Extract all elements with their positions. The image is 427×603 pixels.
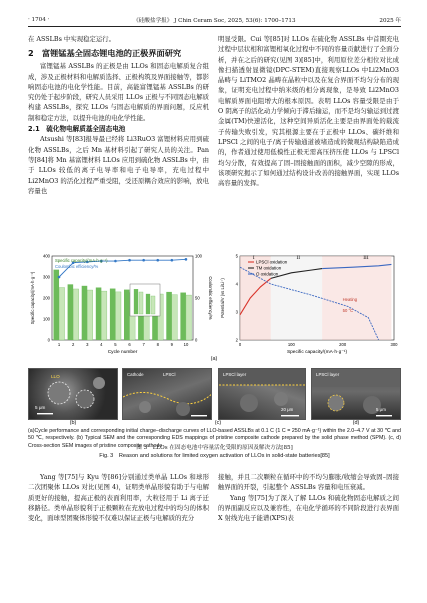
paragraph: Atsushi 等[83]报导最已经将 Li3RuO3 富锂材料应用到硫化物 ASSLBs，之后 Mn 基材料引起了研究人员的关注。Pan 等[84]将 Mn 基富锂材料 LLOs 应用到硫化物 ASSLBs 中，由于 LLOs 较低的离子电导率和电子电导率，充电过程中 Li2MnO3 的活化过程严重受阻，受还原耦合效应的影响，放电容量也 bbox=[28, 135, 209, 195]
inset-bar bbox=[151, 296, 155, 314]
panel-label-b: (b) bbox=[69, 420, 77, 426]
phase-tag: Cathode bbox=[127, 372, 144, 377]
page-number: · 1704 · bbox=[28, 17, 50, 23]
legend-entry: TM oxidation bbox=[256, 265, 282, 271]
y2-axis-label: Coulombic efficiency/% bbox=[208, 276, 213, 320]
y-axis-label: Specific capacity/(mA·h·g⁻¹) bbox=[30, 271, 35, 325]
y-tick-label: 3 bbox=[235, 309, 238, 315]
y-tick-label: 100 bbox=[43, 316, 50, 322]
paragraph: 富锂锰基 ASSLBs 的正极是由 LLOs 和固态电解质复合组成，涉及正极材料和电解质选择、正极构筑及界面接触等，都影响固态电池的电化学性能。目前，高能富锂锰基 ASSLBs 的研究仍处于起步阶段，研究人员采用 LLOs 正极与不同固态电解质构建 ASSLBs，探究 LLOs 与固态电解质的界面问题，反应机制和稳定方法，以提升电池的电化学性能。 bbox=[28, 62, 209, 122]
sem-image-c2 bbox=[218, 368, 306, 420]
efficiency-point bbox=[142, 259, 145, 262]
bar-charge bbox=[96, 288, 102, 341]
charge-curve-chart bbox=[218, 248, 401, 358]
x-tick-label: 4 bbox=[100, 342, 103, 347]
y-tick-label: 2 bbox=[235, 337, 238, 343]
sem-image-c bbox=[122, 368, 212, 420]
efficiency-point bbox=[156, 259, 159, 262]
region-label: II bbox=[296, 255, 301, 261]
figure-caption-chinese: 图 3 LLOs 在固态电池中容量活化受限的原因及解决方法[85] bbox=[136, 445, 293, 451]
y-tick-label: 0 bbox=[47, 337, 50, 343]
bar-charge bbox=[124, 290, 130, 340]
x-tick-label: 0 bbox=[238, 342, 242, 347]
y-tick-label: 200 bbox=[43, 295, 50, 301]
journal-citation: 《硅酸盐学报》 J Chin Ceram Soc, 2025, 53(6): 1700–1713 bbox=[133, 18, 296, 24]
bar-discharge bbox=[172, 295, 178, 340]
year: 2025 年 bbox=[379, 18, 401, 24]
legend-entry: O oxidation bbox=[256, 271, 279, 277]
x-tick-label: 200 bbox=[339, 342, 347, 347]
x-tick-label: 8 bbox=[156, 342, 159, 347]
legend-entry: LPSCl oxidation bbox=[256, 259, 288, 265]
y2-tick-label: 0 bbox=[195, 337, 198, 343]
bar-discharge bbox=[73, 289, 79, 340]
panel-label-d: (d) bbox=[352, 420, 360, 426]
bar-discharge bbox=[186, 295, 192, 340]
bar-discharge bbox=[115, 292, 121, 340]
header-rule bbox=[28, 26, 401, 27]
efficiency-point bbox=[58, 276, 61, 279]
x-tick-label: 9 bbox=[170, 342, 174, 347]
section-title: 2 富锂锰基全固态锂电池的正极界面研究 bbox=[28, 48, 182, 59]
legend-entry: Coulombic efficiency/% bbox=[55, 264, 99, 269]
legend-entry: Specific capacity/(mA·h·g⁻¹) bbox=[55, 258, 108, 263]
x-tick-label: 2 bbox=[71, 342, 75, 347]
bar-discharge bbox=[87, 290, 93, 340]
phase-tag: LPSCl layer bbox=[223, 372, 247, 377]
efficiency-point bbox=[171, 259, 174, 262]
subsection-title: 2.1 硫化物电解质基全固态电池 bbox=[28, 125, 126, 134]
region-label: III bbox=[363, 255, 369, 261]
efficiency-point bbox=[185, 258, 188, 261]
temperature-label: 50 °C bbox=[342, 308, 354, 313]
y-axis-label: Potential/V (vs Li/Li⁺) bbox=[220, 278, 225, 318]
x-tick-label: 5 bbox=[114, 342, 117, 347]
paragraph: 接触，并且二次颗粒在循环中的不均匀膨胀/收缩会导致固–固接触界面的开裂，引起整个 ASSLBs 容量和电压衰减。 bbox=[218, 473, 399, 492]
efficiency-point bbox=[114, 260, 117, 263]
x-axis-label: Cycle number bbox=[107, 350, 138, 355]
bar-discharge bbox=[59, 288, 65, 341]
bottom-right-column bbox=[218, 472, 399, 523]
bar-charge bbox=[180, 293, 186, 340]
x-tick-label: 300 bbox=[390, 342, 398, 347]
left-column bbox=[28, 34, 209, 196]
inset-bar bbox=[134, 289, 138, 314]
phase-tag: LLO bbox=[51, 374, 60, 379]
sem-texture bbox=[29, 369, 118, 420]
sem-image-d bbox=[311, 368, 401, 420]
paragraph: 明显受限。Cui 等[85]对 LLOs 在硫化物 ASSLBs 中首圈充电过程中层状相和富锂相氧化过程中不同的容量贡献进行了全面分析，并在之后的研究(见图 3)[85]中，利用原位差分相位对比成像扫描透射显微镜(DPC-STEM)直接观察LLOs 中Li2MnO3 晶畴与 LiTMO2 晶畴在晶粒中以及在复合界面不均匀分布的现象，证明充电过程中纳米级的相分离现象，是导致 Li2MnO3 电解质界面电阻增大的根本原因。表明 LLOs 容量受限是由于 O 阴离子的活化动力学倾向于滞后输运，而不是均匀输运到过渡金属(TM)快速活化，这种空间异质活化主要是由界面处的载流子传输失败引发，究其根源主要在于正极中 LLOs、碳纤维和 LPSCl 之间的电子/离子传输通道被堵造成的微观结构缺陷造成的，作者通过使用低模性正极无需高压挤压使 LLOs 与 LPSCl 均匀分散，有效提高了固–固接触面的面积，减少空隙的形成，该项研究揭示了如何通过结构设计改善的接触界面，实现 LLOs 高容量的发挥。 bbox=[218, 35, 399, 188]
x-tick-label: 100 bbox=[287, 342, 295, 347]
bar-charge bbox=[54, 270, 60, 340]
y2-tick-label: 50 bbox=[195, 295, 200, 301]
scale-label: 5 μm bbox=[376, 407, 386, 412]
sem-image-b bbox=[28, 368, 118, 420]
panel-label-a: (a) bbox=[210, 356, 218, 362]
heating-label: Heating bbox=[342, 296, 358, 302]
x-tick-label: 3 bbox=[86, 342, 89, 347]
x-tick-label: 1 bbox=[57, 342, 61, 347]
inset-bar bbox=[139, 292, 143, 314]
inset-bar bbox=[146, 294, 150, 314]
scale-label: 20 μm bbox=[281, 407, 294, 412]
figure-caption-title: Fig. 3 Reason and solutions for limited oxygen activation of LLOs in solid-state batteries[85] bbox=[99, 453, 330, 459]
phase-tag: LPSCl bbox=[163, 372, 176, 377]
y-tick-label: 300 bbox=[43, 274, 50, 280]
panel-label-c: (c) bbox=[214, 420, 222, 426]
paragraph: Yang 等[75]与 Kyu 等[86]分别通过类单晶 LLOs 和球形二次团聚体 LLOs 对比(见图 4)，证明类单晶形貌有助于与电解质更好的接触，提高正极的表面利用率，大粒径用于 Li 离子迁移路径。类单晶形貌利于正极颗粒在充放电过程中的均匀的体积变化，面球型团聚体形貌不仅难以保证正极与电解质的充分 bbox=[28, 473, 209, 523]
x-tick-label: 6 bbox=[128, 342, 131, 347]
region-label: I bbox=[252, 255, 255, 261]
figure-3 bbox=[28, 248, 401, 426]
y-tick-label: 5 bbox=[235, 253, 238, 259]
bottom-left-column bbox=[28, 472, 209, 523]
bar-charge bbox=[166, 292, 172, 340]
figure-caption-english: (a)Cycle performance and corresponding initial charge–discharge curves of LLO-based ASSLBs at 0.1 C (1 C = 250 mA·g⁻¹) within the 2.0–4.7 V at 30 ℃ and 50 ℃, respectively. (b) Typical SEM and the corresponding EDS mappings of pristine composite cathode prepared by the solid phase method (SPM). (c, d) Cross-section SEM images of pristine composite cathode bbox=[28, 428, 401, 449]
paragraph: Yang 等[75]为了深入了解 LLOs 和硫化物固态电解质之间的界面副反应以及兼容性，在电化学循环的不同阶段进行表界面 X 射线光电子能谱(XPS)表 bbox=[218, 493, 399, 523]
bar-charge bbox=[82, 286, 88, 340]
x-tick-label: 7 bbox=[142, 342, 145, 347]
bar-charge bbox=[110, 289, 116, 340]
y-tick-label: 4 bbox=[235, 281, 238, 287]
x-tick-label: 10 bbox=[183, 342, 189, 347]
bar-discharge bbox=[101, 291, 107, 340]
efficiency-point bbox=[128, 259, 131, 262]
bar-charge bbox=[68, 284, 74, 340]
right-column bbox=[218, 34, 399, 188]
y-tick-label: 400 bbox=[43, 253, 50, 259]
running-header bbox=[28, 15, 401, 25]
scale-label: 5 μm bbox=[35, 405, 46, 410]
y2-tick-label: 100 bbox=[195, 253, 202, 259]
x-axis-label: Specific capacity/(mA·h·g⁻¹) bbox=[286, 350, 348, 355]
phase-tag: LPSCl layer bbox=[316, 372, 340, 377]
intro-line: 在 ASSLBs 中实现稳定运行。 bbox=[28, 35, 116, 43]
cycle-performance-chart bbox=[28, 248, 213, 358]
